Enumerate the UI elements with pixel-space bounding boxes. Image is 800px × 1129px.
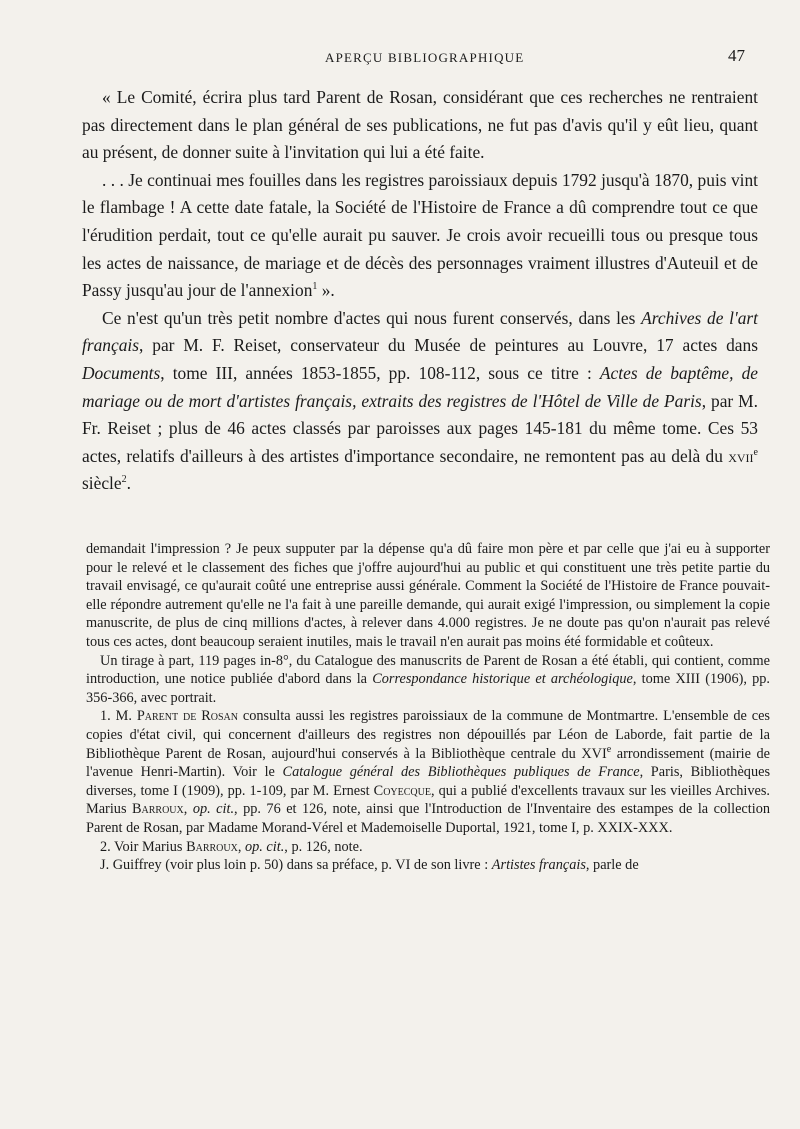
footnote-ref-2: 2 xyxy=(121,474,127,486)
footnote-ref-1: 1 xyxy=(312,281,318,293)
footnote-1: 1. M. Parent de Rosan consulta aussi les registres paroissiaux de la commune de Montmartre. L'ensemble de ces copies d'état civil, qui concernent d'ailleurs des registres non dépouillés par Léon de Laborde, fait partie de la Bibliothèque Parent de Rosan, aujourd'hui conservés à la Bibliothèque centrale du XVIe arrondissement (mairie de l'avenue Henri-Martin). Voir le Catalogue général des Bibliothèques publiques de France, Paris, Bibliothèques diverses, tome I (1909), pp. 1-109, par M. Ernest Coyecque, qui a publié d'excellents travaux sur les vieilles Archives. Marius Barroux, op. cit., pp. 76 et 126, note, ainsi que l'Introduction de l'Inventaire des estampes de la collection Parent de Rosan, par Madame Morand-Vérel et Mademoiselle Duportal, 1921, tome I, p. XXIX-XXX. xyxy=(86,708,771,836)
paragraph-reiset: Ce n'est qu'un très petit nombre d'actes qui nous furent conservés, dans les Archives de l'art français, par M. F. Reiset, conservateur du Musée de peintures au Louvre, 17 actes dans Documents, tome III, années 1853-1855, pp. 108-112, sous ce titre : Actes de baptême, de mariage ou de mort d'artistes français, extraits des registres de l'Hôtel de Ville de Paris, par M. Fr. Reiset ; plus de 46 actes classés par paroisses aux pages 145-181 du même tome. Ces 53 actes, relatifs d'ailleurs à des artistes d'importance secondaire, ne remontent pas au delà du xvii$^e$ siècle$^2$. xyxy=(82,307,758,494)
footnotes xyxy=(86,540,770,875)
footnote-guiffrey: J. Guiffrey (voir plus loin p. 50) dans sa préface, p. VI de son livre : Artistes français, parle de xyxy=(100,857,639,874)
footnote-continued: demandait l'impression ? Je peux supputer par la dépense qu'a dû faire mon père et par celle que j'ai eu à supporter pour le relevé et le classement des fiches que j'offre aujourd'hui au public et qui constituent une très petite partie du travail envisagé, ce qu'aurait coûté une entreprise aussi générale. Comment la Société de l'Histoire de France pouvait-elle répondre autrement qu'elle ne l'a fait à une pareille demande, qui aurait exigé l'impression, ou simplement la copie manuscrite, de plus de cinq millions d'actes, à relever dans 4.000 registres. Je ne doute pas qu'on n'aurait pas relevé tous ces actes, dont beaucoup seraient inutiles, mais le travail n'en aurait pas moins été formidable et coûteux. xyxy=(86,541,770,650)
paragraph-quote-1: « Le Comité, écrira plus tard Parent de Rosan, considérant que ces recherches ne rentraient pas directement dans le plan général de ses publications, ne fut pas d'avis qu'il y eût lieu, quant au présent, de donner suite à l'invitation qui lui a été faite. xyxy=(82,87,758,163)
footnote-tirage: Un tirage à part, 119 pages in-8°, du Catalogue des manuscrits de Parent de Rosan a été établi, qui contient, comme introduction, une notice publiée d'abord dans la Correspondance historique et archéologique, tome XIII (1906), pp. 356-366, avec portrait. xyxy=(86,652,770,706)
main-text xyxy=(82,84,758,498)
paragraph-quote-2: . . . Je continuai mes fouilles dans les registres paroissiaux depuis 1792 jusqu'à 1870, puis vint le flambage ! A cette date fatale, la Société de l'Histoire de France a dû comprendre tout ce que l'érudition perdait, tout ce qu'elle aurait pu sauver. Je crois avoir recueilli tous ou presque tous les actes de naissance, de mariage et de décès des personnages vraiment illustres d'Auteuil et de Passy jusqu'au jour de l'annexion$^1$ ». xyxy=(82,169,758,301)
running-head xyxy=(0,46,800,66)
page-number: 47 xyxy=(728,46,745,65)
running-title: APERÇU BIBLIOGRAPHIQUE xyxy=(325,50,525,65)
footnote-2: 2. Voir Marius Barroux, op. cit., p. 126, note. xyxy=(100,838,363,855)
